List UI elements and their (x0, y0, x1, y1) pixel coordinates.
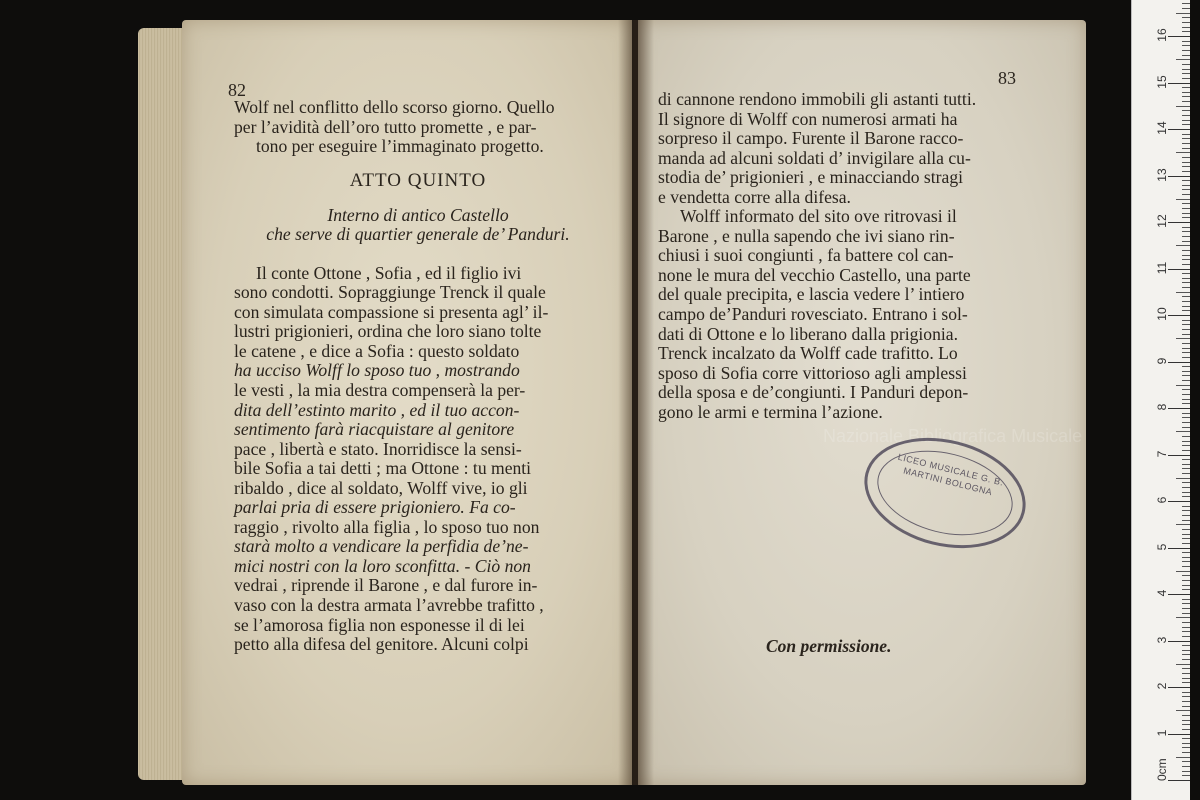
ruler-tick (1182, 55, 1190, 56)
permission-note: Con permissione. (766, 636, 892, 656)
ruler-tick (1182, 775, 1190, 776)
ruler-tick (1182, 64, 1190, 65)
ruler-tick (1168, 315, 1190, 316)
text-line: con simulata compassione si presenta agl’ il- (234, 301, 549, 322)
text-line: sposo di Sofia corre vittorioso agli amplessi (658, 362, 967, 383)
ruler-tick (1182, 752, 1190, 753)
ruler-label: 1 (1155, 729, 1169, 736)
ruler-tick (1182, 287, 1190, 288)
ruler-tick (1182, 427, 1190, 428)
text-line: lustri prigionieri, ordina che loro siano tolte (234, 321, 542, 342)
right-page-text (658, 90, 1042, 422)
ruler-tick (1182, 166, 1190, 167)
text-line: manda ad alcuni soldati d’ invigilare alla cu- (658, 147, 971, 168)
ruler-tick (1182, 134, 1190, 135)
ruler-tick (1182, 441, 1190, 442)
ruler-label: 7 (1155, 450, 1169, 457)
ruler-tick (1182, 157, 1190, 158)
ruler-tick (1182, 543, 1190, 544)
ruler-tick (1182, 366, 1190, 367)
ruler-tick (1182, 603, 1190, 604)
ruler-tick (1182, 413, 1190, 414)
ruler-tick (1182, 743, 1190, 744)
ruler-tick (1176, 664, 1190, 665)
ruler-tick (1182, 87, 1190, 88)
ruler-tick (1182, 654, 1190, 655)
ruler-tick (1182, 310, 1190, 311)
ruler-tick (1182, 724, 1190, 725)
ruler-tick (1176, 59, 1190, 60)
ruler-tick (1182, 357, 1190, 358)
ruler-tick (1182, 445, 1190, 446)
ruler-tick (1168, 408, 1190, 409)
ruler-tick (1182, 496, 1190, 497)
ruler-tick (1182, 510, 1190, 511)
ruler-tick (1182, 622, 1190, 623)
ruler-tick (1182, 766, 1190, 767)
ruler-tick (1168, 780, 1190, 781)
ruler-tick (1182, 468, 1190, 469)
ruler-tick (1182, 738, 1190, 739)
ruler-tick (1182, 450, 1190, 451)
ruler-tick (1182, 585, 1190, 586)
text-line: parlai pria di essere prigioniero. Fa co- (234, 497, 516, 518)
ruler-tick (1182, 320, 1190, 321)
ruler-tick (1182, 343, 1190, 344)
ruler-tick (1168, 641, 1190, 642)
ruler-label: 16 (1155, 28, 1169, 42)
text-line: bile Sofia a tai detti ; ma Ottone : tu menti (234, 458, 532, 479)
page-number: 82 (228, 80, 246, 100)
ruler-tick (1182, 599, 1190, 600)
ruler-tick (1176, 431, 1190, 432)
text-line: vaso con la destra armata l’avrebbe trafitto , (234, 595, 544, 616)
ruler-tick (1182, 334, 1190, 335)
ruler-tick (1176, 13, 1190, 14)
text-line: della sposa e de’congiunti. I Panduri depon- (658, 382, 969, 403)
ruler-tick (1182, 231, 1190, 232)
right-page (638, 20, 1086, 785)
ruler-tick (1182, 561, 1190, 562)
ruler-tick (1182, 8, 1190, 9)
ruler-tick (1182, 306, 1190, 307)
ruler-tick (1168, 455, 1190, 456)
ruler-tick (1182, 487, 1190, 488)
ruler-tick (1182, 278, 1190, 279)
ruler-tick (1182, 389, 1190, 390)
ruler-tick (1182, 575, 1190, 576)
ruler-tick (1182, 101, 1190, 102)
ruler-tick (1182, 259, 1190, 260)
ruler-tick (1182, 589, 1190, 590)
ruler-tick (1182, 380, 1190, 381)
text-line: Trenck incalzato da Wolff cade trafitto. Lo (658, 343, 958, 364)
ruler-tick (1182, 27, 1190, 28)
ruler-tick (1176, 199, 1190, 200)
ruler-label: 6 (1155, 496, 1169, 504)
ruler-tick (1182, 162, 1190, 163)
ruler-label: 8 (1155, 403, 1169, 411)
text-line: mici nostri con la loro sconfitta. - Ciò non (234, 555, 531, 576)
text-line: Il signore di Wolff con numerosi armati ha (658, 108, 958, 129)
ruler-tick (1182, 282, 1190, 283)
ruler-tick (1182, 538, 1190, 539)
ruler-tick (1182, 203, 1190, 204)
ruler-tick (1182, 417, 1190, 418)
text-line: dita dell’estinto marito , ed il tuo accon- (234, 399, 520, 420)
ruler-label: 4 (1155, 589, 1169, 597)
text-line: sorpreso il campo. Furente il Barone racco- (658, 128, 964, 149)
ruler-tick (1182, 180, 1190, 181)
ruler-tick (1182, 31, 1190, 32)
text-line: gono le armi e termina l’azione. (658, 401, 883, 422)
ruler-tick (1182, 217, 1190, 218)
ruler-tick (1182, 771, 1190, 772)
text-line: chiusi i suoi congiunti , fa battere col can- (658, 245, 954, 266)
ruler-tick (1168, 129, 1190, 130)
ruler-label: 5 (1155, 543, 1169, 550)
ruler-tick (1182, 492, 1190, 493)
ruler-tick (1182, 92, 1190, 93)
ruler-tick (1182, 482, 1190, 483)
watermark: Nazionale Bibliografica Musicale (823, 426, 1083, 446)
ruler-tick (1168, 36, 1190, 37)
ruler-tick (1182, 22, 1190, 23)
ruler-tick (1182, 138, 1190, 139)
ruler-tick (1182, 720, 1190, 721)
ruler-tick (1168, 269, 1190, 270)
ruler-tick (1182, 371, 1190, 372)
ruler-tick (1182, 324, 1190, 325)
ruler-label: 12 (1155, 214, 1169, 228)
stamp-text: LICEO MUSICALE G. B. MARTINI BOLOGNA (896, 451, 1005, 498)
ruler-tick (1182, 650, 1190, 651)
ruler-tick (1182, 729, 1190, 730)
ruler-label: 0cm (1155, 758, 1169, 781)
text-line: per l’avidità dell’oro tutto promette , e par- (234, 116, 537, 137)
ruler-label: 15 (1155, 74, 1169, 89)
ruler-tick (1176, 757, 1190, 758)
ruler-tick (1182, 296, 1190, 297)
text-line: none le mura del vecchio Castello, una parte (658, 264, 971, 285)
ruler-tick (1182, 631, 1190, 632)
ruler-tick (1168, 176, 1190, 177)
ruler-tick (1182, 255, 1190, 256)
ruler-tick (1182, 143, 1190, 144)
ruler-tick (1176, 106, 1190, 107)
setting-line: che serve di quartier generale de’ Panduri. (266, 224, 570, 245)
ruler-tick (1182, 17, 1190, 18)
ruler-tick (1176, 292, 1190, 293)
ruler-tick (1176, 478, 1190, 479)
text-line: Il conte Ottone , Sofia , ed il figlio ivi (256, 262, 522, 283)
text-line: sentimento farà riacquistare al genitore (234, 419, 515, 440)
text-line: le catene , e dice a Sofia : questo soldato (234, 340, 520, 361)
text-line: campo de’Panduri rovesciato. Entrano i sol- (658, 304, 968, 325)
left-page (182, 20, 632, 785)
ruler-tick (1182, 715, 1190, 716)
ruler-tick (1168, 501, 1190, 502)
text-line: e vendetta corre alla difesa. (658, 186, 851, 207)
ruler-tick (1182, 236, 1190, 237)
measurement-ruler (1131, 0, 1190, 800)
ruler-tick (1182, 566, 1190, 567)
ruler-tick (1182, 273, 1190, 274)
ruler-tick (1182, 120, 1190, 121)
ruler-tick (1182, 627, 1190, 628)
ruler-tick (1182, 580, 1190, 581)
ruler-tick (1182, 189, 1190, 190)
text-line: tono per eseguire l’immaginato progetto. (256, 136, 544, 157)
ruler-tick (1176, 524, 1190, 525)
text-line: ribaldo , dice al soldato, Wolff vive, io gli (234, 477, 528, 498)
text-line: Wolff informato del sito ove ritrovasi il (680, 206, 957, 227)
ruler-tick (1182, 213, 1190, 214)
ruler-tick (1182, 696, 1190, 697)
ruler-tick (1182, 301, 1190, 302)
ruler-tick (1182, 747, 1190, 748)
ruler-tick (1182, 375, 1190, 376)
text-line: Barone , e nulla sapendo che ivi siano rin- (658, 225, 955, 246)
ruler-tick (1176, 338, 1190, 339)
ruler-tick (1182, 473, 1190, 474)
ruler-tick (1182, 552, 1190, 553)
text-line: di cannone rendono immobili gli astanti tutti. (658, 89, 977, 109)
ruler-tick (1182, 50, 1190, 51)
ruler-tick (1182, 69, 1190, 70)
ruler-tick (1182, 529, 1190, 530)
ruler-tick (1182, 557, 1190, 558)
ruler-tick (1176, 385, 1190, 386)
ruler-tick (1182, 348, 1190, 349)
ruler-tick (1182, 124, 1190, 125)
ruler-tick (1182, 682, 1190, 683)
ruler-tick (1182, 96, 1190, 97)
ruler-tick (1182, 45, 1190, 46)
text-line: sono condotti. Sopraggiunge Trenck il quale (234, 282, 546, 303)
act-heading: ATTO QUINTO (349, 169, 487, 191)
ruler-tick (1182, 329, 1190, 330)
left-page-text (234, 98, 602, 655)
ruler-tick (1176, 617, 1190, 618)
ruler-tick (1182, 706, 1190, 707)
ruler-tick (1182, 520, 1190, 521)
ruler-tick (1182, 761, 1190, 762)
ruler-tick (1182, 422, 1190, 423)
ruler-tick (1182, 464, 1190, 465)
text-line: le vesti , la mia destra compenserà la per- (234, 380, 526, 401)
ruler-tick (1176, 710, 1190, 711)
text-line: dati di Ottone e lo liberano dalla prigionia. (658, 323, 958, 344)
ruler-tick (1182, 394, 1190, 395)
ruler-label: 9 (1155, 357, 1169, 364)
ruler-tick (1182, 78, 1190, 79)
ruler-tick (1182, 41, 1190, 42)
setting-line: Interno di antico Castello (327, 204, 509, 225)
text-line: se l’amorosa figlia non esponesse il di lei (234, 614, 525, 635)
ruler-label: 3 (1155, 636, 1169, 643)
text-line: starà molto a vendicare la perfidia de’ne- (234, 536, 529, 557)
ruler-tick (1168, 83, 1190, 84)
ruler-tick (1182, 403, 1190, 404)
ruler-label: 2 (1155, 682, 1169, 690)
ruler-tick (1182, 636, 1190, 637)
ruler-tick (1182, 171, 1190, 172)
text-line: raggio , rivolto alla figlia , lo sposo tuo non (234, 516, 540, 537)
ruler-label: 13 (1155, 167, 1169, 182)
ruler-tick (1182, 436, 1190, 437)
ruler-tick (1182, 659, 1190, 660)
text-line: stodia de’ prigionieri , e minacciando stragi (658, 167, 964, 188)
ruler-tick (1168, 594, 1190, 595)
ruler-tick (1182, 515, 1190, 516)
ruler-tick (1176, 571, 1190, 572)
ruler-tick (1182, 115, 1190, 116)
ruler-tick (1182, 645, 1190, 646)
ruler-tick (1182, 73, 1190, 74)
text-line: Wolf nel conflitto dello scorso giorno. Quello (234, 97, 555, 117)
text-line: vedrai , riprende il Barone , e dal furore in- (234, 575, 538, 596)
ruler-label: 11 (1155, 261, 1169, 274)
text-line: del quale precipita, e lascia vedere l’ intiero (658, 284, 965, 305)
ruler-tick (1168, 687, 1190, 688)
ruler-tick (1182, 608, 1190, 609)
ruler-tick (1182, 613, 1190, 614)
ruler-tick (1182, 352, 1190, 353)
ruler-tick (1182, 668, 1190, 669)
book-gutter (618, 20, 654, 785)
ruler-label: 10 (1155, 307, 1169, 321)
ruler-tick (1182, 208, 1190, 209)
ruler-tick (1182, 3, 1190, 4)
ruler-tick (1182, 678, 1190, 679)
ruler-tick (1182, 459, 1190, 460)
text-line: ha ucciso Wolff lo sposo tuo , mostrando (234, 360, 520, 381)
ruler-tick (1182, 506, 1190, 507)
open-book (138, 20, 1088, 790)
text-line: petto alla difesa del genitore. Alcuni colpi (234, 634, 529, 655)
ruler-tick (1182, 701, 1190, 702)
ruler-tick (1176, 152, 1190, 153)
text-line: pace , libertà e stato. Inorridisce la sensi- (234, 438, 522, 459)
ruler-tick (1176, 245, 1190, 246)
ruler-tick (1182, 673, 1190, 674)
ruler-tick (1182, 227, 1190, 228)
ruler-tick (1168, 362, 1190, 363)
ruler-tick (1182, 264, 1190, 265)
ruler-label: 14 (1155, 121, 1169, 135)
ruler-tick (1182, 110, 1190, 111)
ruler-tick (1182, 185, 1190, 186)
ruler-tick (1182, 241, 1190, 242)
ruler-tick (1182, 399, 1190, 400)
ruler-tick (1182, 692, 1190, 693)
ruler-tick (1182, 534, 1190, 535)
ruler-tick (1182, 148, 1190, 149)
ruler-tick (1168, 222, 1190, 223)
ruler-tick (1168, 548, 1190, 549)
page-number: 83 (998, 68, 1016, 88)
ruler-tick (1182, 250, 1190, 251)
ruler-tick (1168, 734, 1190, 735)
ruler-tick (1182, 194, 1190, 195)
